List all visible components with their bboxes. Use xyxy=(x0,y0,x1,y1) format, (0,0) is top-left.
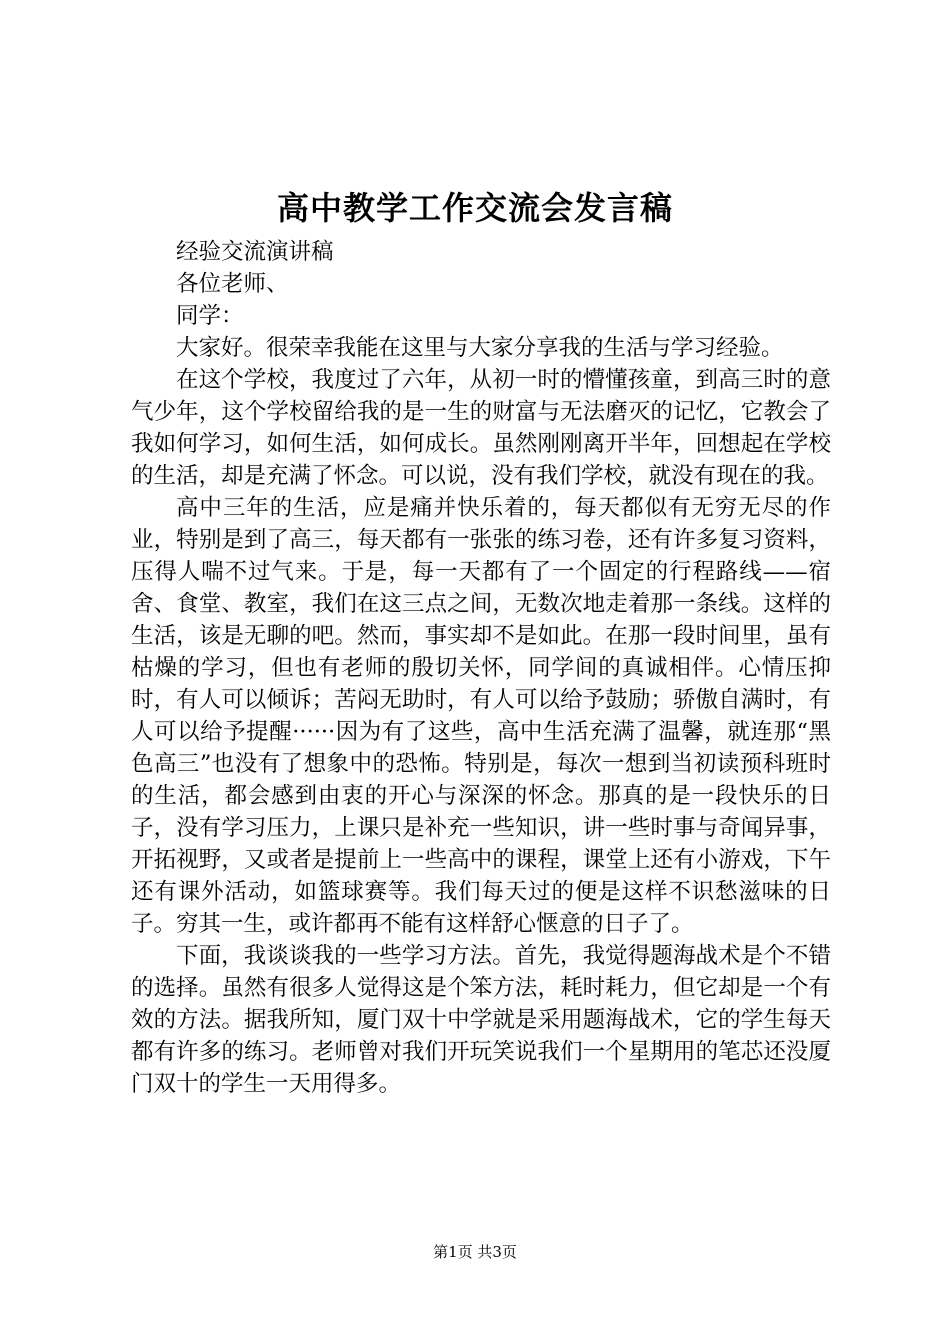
paragraph-salutation-students: 同学： xyxy=(176,303,244,329)
paragraph-greeting: 大家好。很荣幸我能在这里与大家分享我的生活与学习经验。 xyxy=(176,335,784,361)
paragraph-subtitle: 经验交流演讲稿 xyxy=(176,239,334,265)
page-footer: 第1页 共3页 xyxy=(433,1243,517,1261)
paragraph-study-methods: 下面，我谈谈我的一些学习方法。首先，我觉得题海战术是个不错的选择。虽然有很多人觉得这是个笨方法，耗时耗力，但它却是一个有效的方法。据我所知，厦门双十中学就是采用题海战术，它的学生每天都有许多的练习。老师曾对我们开玩笑说我们一个星期用的笔芯还没厦门双十的学生一天用得多。 xyxy=(131,943,831,1097)
paragraph-salutation-teachers: 各位老师、 xyxy=(176,271,289,297)
document-title: 高中教学工作交流会发言稿 xyxy=(276,189,673,227)
paragraph-high-school-life: 高中三年的生活，应是痛并快乐着的，每天都似有无穷无尽的作业，特别是到了高三，每天都有一张张的练习卷，还有许多复习资料，压得人喘不过气来。于是，每一天都有了一个固定的行程路线——宿舍、食堂、教室，我们在这三点之间，无数次地走着那一条线。这样的生活，该是无聊的吧。然而，事实却不是如此。在那一段时间里，虽有枯燥的学习，但也有老师的殷切关怀，同学间的真诚相伴。心情压抑时，有人可以倾诉；苦闷无助时，有人可以给予鼓励；骄傲自满时，有人可以给予提醒······因为有了这些，高中生活充满了温馨，就连那“黑色高三”也没有了想象中的恐怖。特别是，每次一想到当初读预科班时的生活，都会感到由衷的开心与深深的怀念。那真的是一段快乐的日子，没有学习压力，上课只是补充一些知识，讲一些时事与奇闻异事，开拓视野，又或者是提前上一些高中的课程，课堂上还有小游戏，下午还有课外活动，如篮球赛等。我们每天过的便是这样不识愁滋味的日子。穷其一生，或许都再不能有这样舒心惬意的日子了。 xyxy=(131,495,831,937)
document-body xyxy=(131,236,831,1100)
paragraph-school-memories: 在这个学校，我度过了六年，从初一时的懵懂孩童，到高三时的意气少年，这个学校留给我的是一生的财富与无法磨灭的记忆，它教会了我如何学习，如何生活，如何成长。虽然刚刚离开半年，回想起在学校的生活，却是充满了怀念。可以说，没有我们学校，就没有现在的我。 xyxy=(131,367,831,489)
